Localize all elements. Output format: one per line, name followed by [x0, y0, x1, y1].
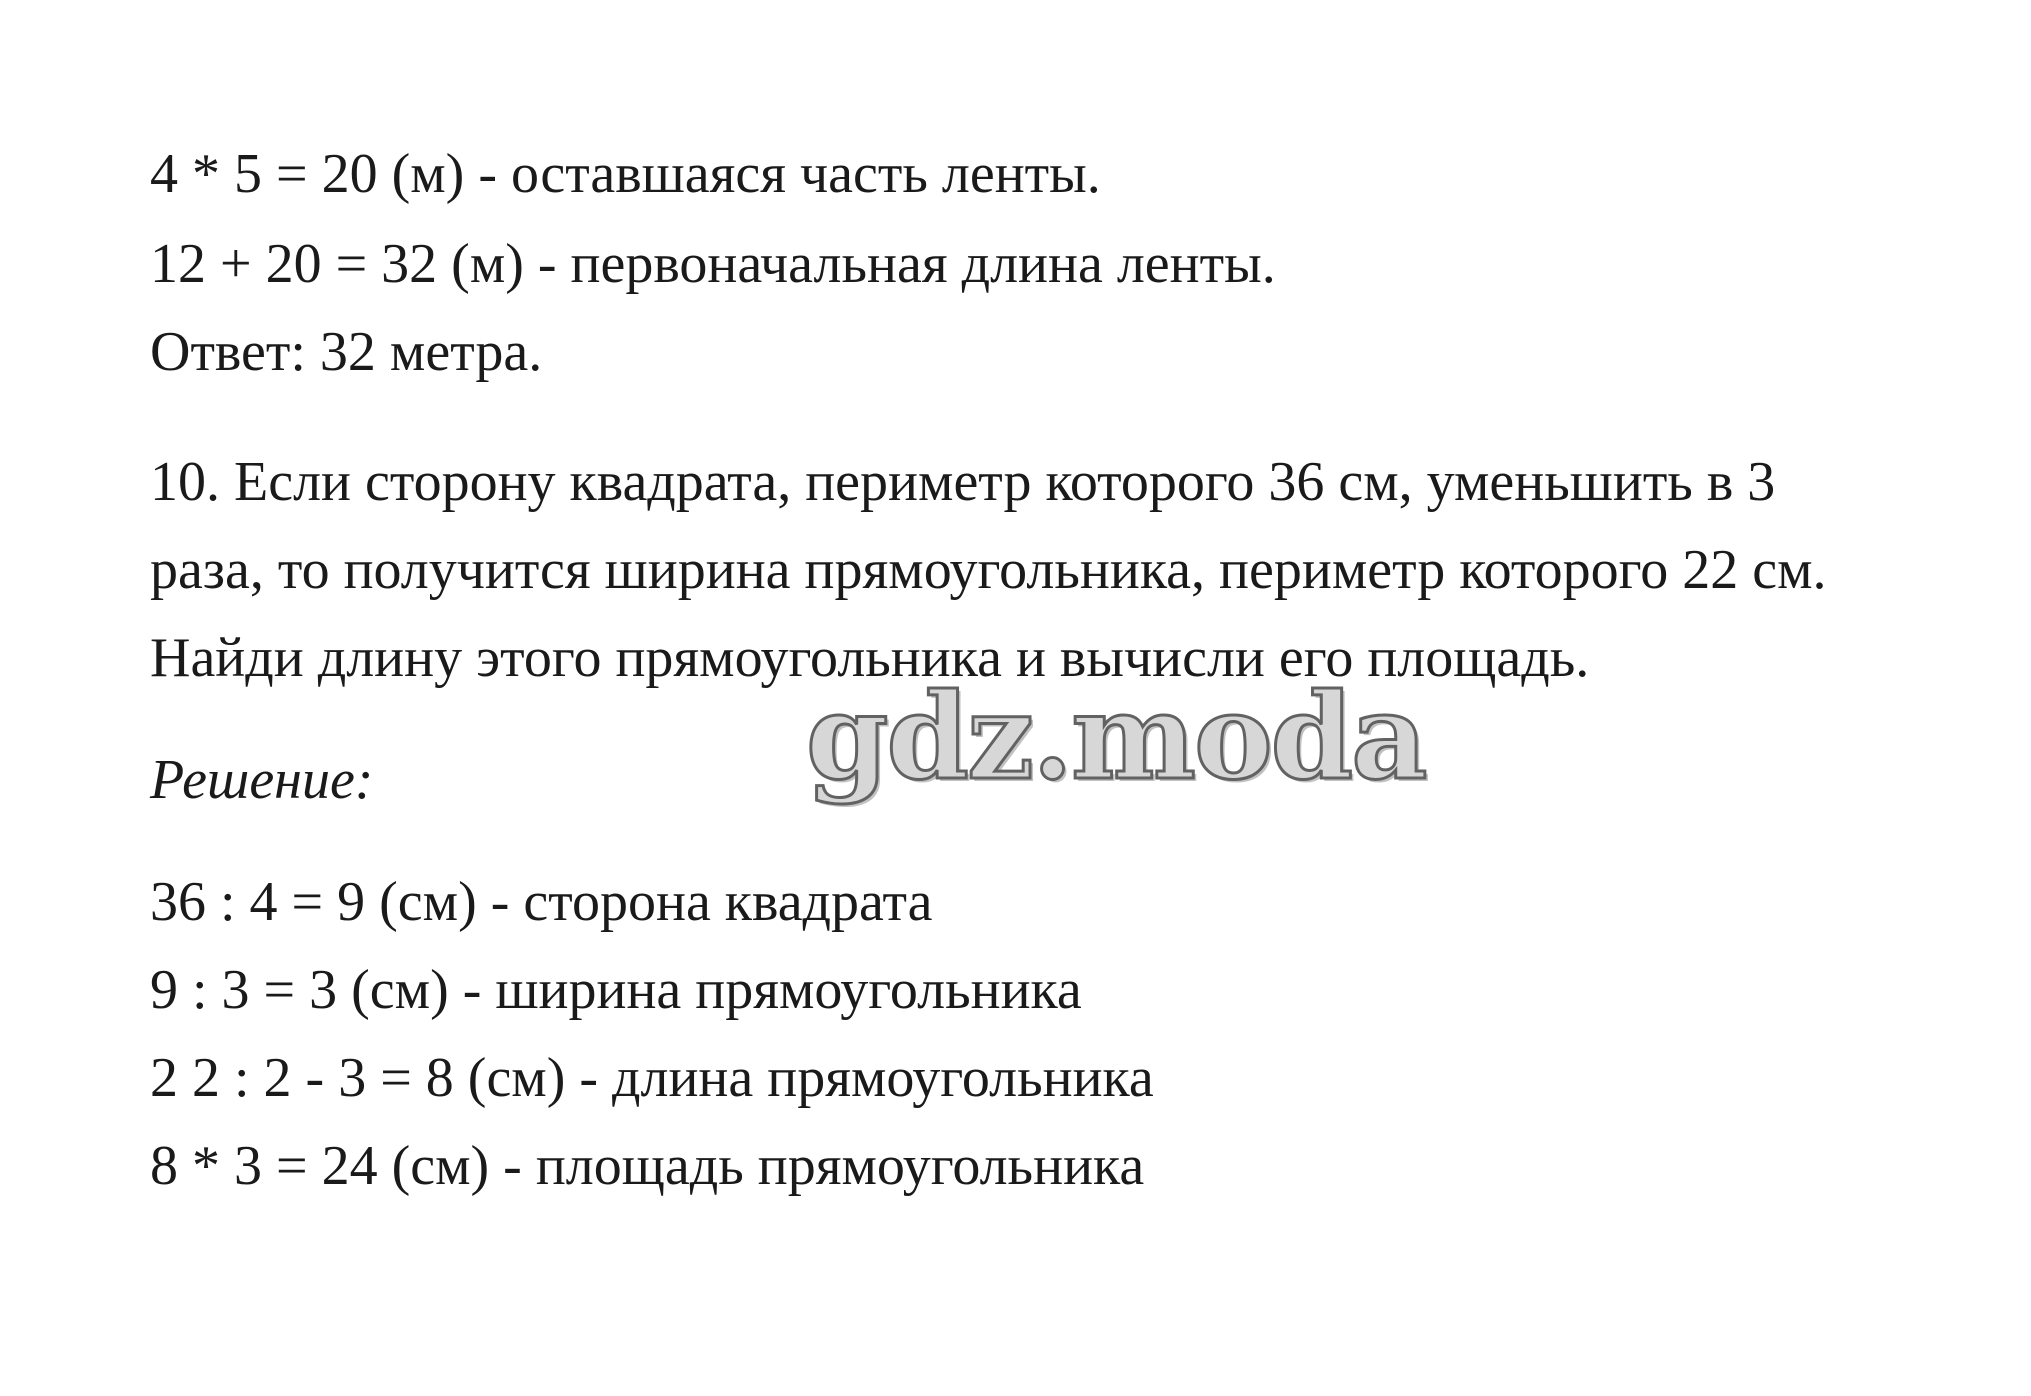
prev-solution-line-1: 4 * 5 = 20 (м) - оставшаяся часть ленты.	[150, 143, 1101, 205]
solution-label: Решение:	[150, 749, 374, 811]
problem-line-2: раза, то получится ширина прямоугольника, периметр которого 22 см.	[150, 539, 1827, 601]
prev-answer-line: Ответ: 32 метра.	[150, 321, 543, 383]
prev-solution-line-2: 12 + 20 = 32 (м) - первоначальная длина ленты.	[150, 233, 1276, 295]
solution-step-2: 9 : 3 = 3 (см) - ширина прямоугольника	[150, 959, 1082, 1021]
solution-step-4: 8 * 3 = 24 (см) - площадь прямоугольника	[150, 1135, 1145, 1197]
solution-step-1: 36 : 4 = 9 (см) - сторона квадрата	[150, 871, 933, 933]
watermark-logo: gdz.moda	[806, 667, 1426, 806]
problem-line-1: 10. Если сторону квадрата, периметр которого 36 см, уменьшить в 3	[150, 451, 1776, 513]
problem-line-3: Найди длину этого прямоугольника и вычисли его площадь.	[150, 627, 1590, 689]
solution-step-3: 2 2 : 2 - 3 = 8 (см) - длина прямоугольника	[150, 1047, 1154, 1109]
